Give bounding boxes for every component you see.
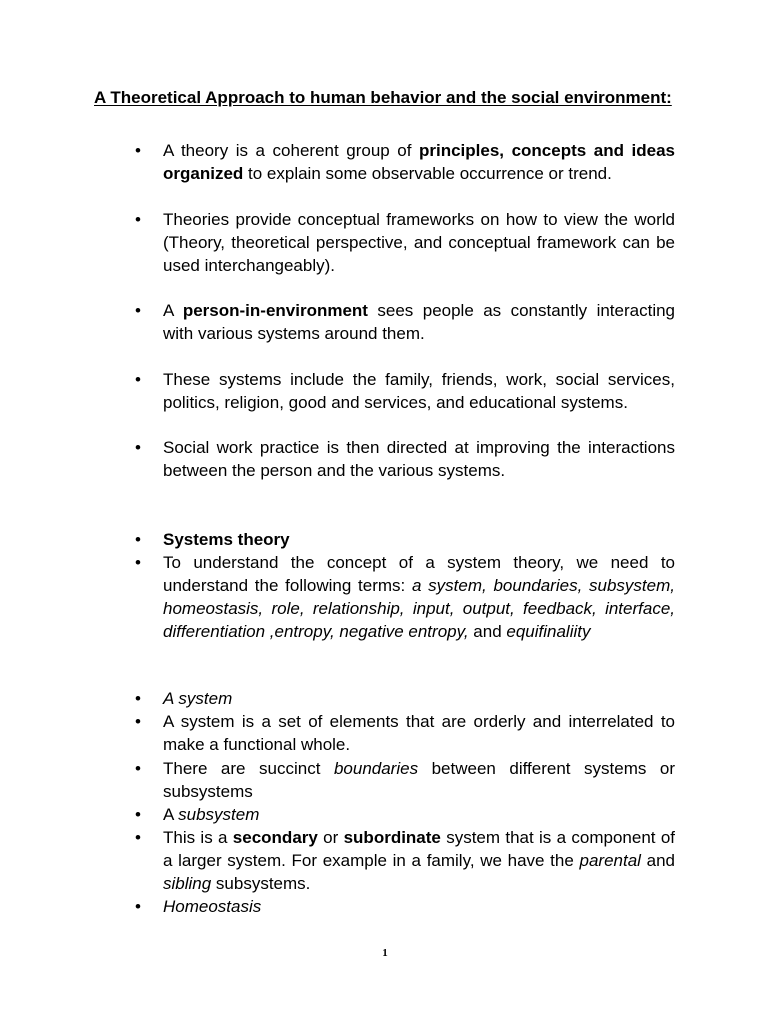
bullet-icon: • [135,370,141,389]
list-item-text [163,895,675,918]
text-segment: a system, boundaries, subsystem, homeostasis, role, relationship, input, output, feedback, interface, differentiation ,entropy, negative entropy, [163,576,675,641]
text-segment: and [640,851,675,870]
bullet-icon: • [135,530,141,549]
list-item-text [163,551,675,643]
list-item-text [163,368,675,414]
text-segment: A [163,301,183,320]
list-item-text [163,757,675,803]
bullet-icon: • [135,897,141,916]
text-segment: to explain some observable occurrence or trend. [243,164,612,183]
text-segment: Homeostasis [163,897,262,916]
list-item-text [163,826,675,895]
list-item-text [163,299,675,345]
page-number: 1 [382,947,388,959]
text-segment: between different systems or subsystems [163,759,675,801]
list-item-text [163,436,675,482]
text-segment: subsystem [178,805,260,824]
list-item-text [163,208,675,277]
text-segment: Social work practice is then directed at improving the interactions between the person and the various systems. [163,438,675,480]
bullet-icon: • [135,301,141,320]
bullet-icon: • [135,805,141,824]
text-segment: and [468,622,507,641]
text-segment: sibling [163,874,212,893]
list-item-text [163,528,675,551]
bullet-icon: • [135,210,141,229]
text-segment: A system is a set of elements that are orderly and interrelated to make a functional whole. [163,712,675,754]
text-segment: To understand the concept of a system theory, we need to understand the following terms: [163,553,675,595]
text-segment: sees people as constantly interacting with various systems around them. [163,301,676,343]
text-segment: There are succinct [163,759,334,778]
text-segment: subsystems. [211,874,311,893]
bullet-icon: • [135,141,141,160]
text-segment: Systems theory [163,530,290,549]
text-segment: subordinate [343,828,441,847]
text-segment: system that is a component of a larger system. For example in a family, we have the [163,828,675,870]
list-item-text [163,710,675,756]
text-segment: parental [579,851,641,870]
text-segment: secondary [232,828,318,847]
document-heading: A Theoretical Approach to human behavior and the social environment: [94,88,672,107]
text-segment: principles, concepts and ideas organized [163,141,675,183]
bullet-icon: • [135,759,141,778]
text-segment: This is a [163,828,233,847]
bullet-icon: • [135,689,141,708]
text-segment: equifinaliity [506,622,591,641]
list-item-text [163,803,675,826]
bullet-icon: • [135,553,141,572]
text-segment: boundaries [333,759,419,778]
bullet-icon: • [135,828,141,847]
text-segment: These systems include the family, friends, work, social services, politics, religion, good and services, and educational systems. [163,370,675,412]
text-segment: A [163,805,179,824]
text-segment: Theories provide conceptual frameworks on how to view the world (Theory, theoretical perspective, and conceptual framework can be used interchangeably). [163,210,675,275]
bullet-icon: • [135,712,141,731]
text-segment: or [317,828,344,847]
text-segment: A theory is a coherent group of [163,141,419,160]
bullet-icon: • [135,438,141,457]
list-item-text [163,687,675,710]
list-item-text [163,139,675,185]
text-segment: person-in-environment [182,301,368,320]
text-segment: A system [163,689,233,708]
